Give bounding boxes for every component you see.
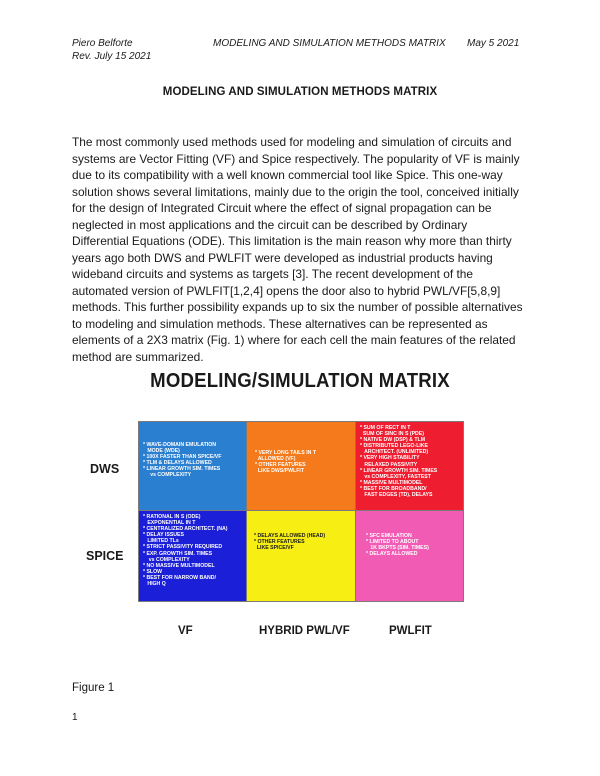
cell-hybrid-dws: * VERY LONG TAILS IN T ALLOWED (VF) * OTHER FEATURES LIKE DWS/PWLFIT [247,422,355,510]
header-author: Piero Belforte [72,38,133,49]
cell-hybrid-spice: * DELAYS ALLOWED (HEAD) * OTHER FEATURES LIKE SPICE/VF [247,511,355,601]
cell-vf-dws: * WAVE-DOMAIN EMULATION MODE (WDE) * 100X FASTER THAN SPICE/VF * TLM & DELAYS ALLOWED * LINEAR GROWTH SIM. TIMES vs COMPLEXITY [139,422,246,510]
row-label-spice: SPICE [86,549,124,563]
header-revision: Rev. July 15 2021 [72,51,152,62]
column-label-pwlfit: PWLFIT [389,625,432,637]
figure-title: MODELING/SIMULATION MATRIX [150,370,450,392]
column-label-hybrid: HYBRID PWL/VF [259,625,350,637]
matrix-grid [138,421,464,602]
document-title: MODELING AND SIMULATION METHODS MATRIX [162,86,438,98]
cell-pwlfit-spice: * SFC EMULATION * LIMITED TO ABOUT 1K BKPTS (SIM. TIMES) * DELAYS ALLOWED [356,511,463,601]
figure-caption: Figure 1 [72,682,115,694]
cell-vf-spice: * RATIONAL IN S (ODE) EXPONENTIAL IN T * CENTRALIZED ARCHITECT. (NA) * DELAY ISSUES LIMITED TLs * STRICT PASSIVITY REQUIRED * EXP. GROWTH SIM. TIMES vs COMPLEXITY * NO MASSIVE MULTIMODEL * SLOW * BEST FOR NARROW BAND/ HIGH Q [139,511,246,601]
row-label-dws: DWS [90,462,120,476]
body-paragraph: The most commonly used methods used for modeling and simulation of circuits and systems are Vector Fitting (VF) and Spice respectively. The popularity of VF is mainly due to its compatibility with a well known commercial tool like Spice. This one-way solution shows several limitations, mainly due to the origin the tool, conceived initially for the design of Integrated Circuit where the effect of signal propagation can be neglected in most applications and the circuit can be described by Ordinary Differential Equations (ODE). This limitation is the main reason why more than thirty years ago both DWS and PWLFIT were developed as industrial products having wideband circuits and systems as targets [3]. The recent development of the automated version of PWLFIT[1,2,4] opens the door also to hybrid PWL/VF[5,8,9] methods. This further possibility expands up to six the number of possible alternatives to modeling and simulation methods. These alternatives can be represented as elements of a 2X3 matrix (Fig. 1) where for each cell the main features of the related method are summarized. [72,135,523,364]
page-number: 1 [72,712,78,723]
column-label-vf: VF [178,625,193,637]
header-date: May 5 2021 [467,38,520,49]
cell-pwlfit-dws: * SUM OF RECT IN T SUM OF SINC IN S (PDE) * NATIVE DW (DSP) & TLM * DISTRIBUTED LEGO-LIKE ARCHITECT. (UNLIMITED) * VERY HIGH STABILITY RELAXED PASSIVITY * LINEAR GROWTH SIM. TIMES vs COMPLEXITY, FASTEST * MASSIVE MULTIMODEL * BEST FOR BROADBAND/ FAST EDGES (TD), DELAYS [356,422,463,510]
header-author-block [72,37,151,63]
header-title: MODELING AND SIMULATION METHODS MATRIX [213,38,446,49]
